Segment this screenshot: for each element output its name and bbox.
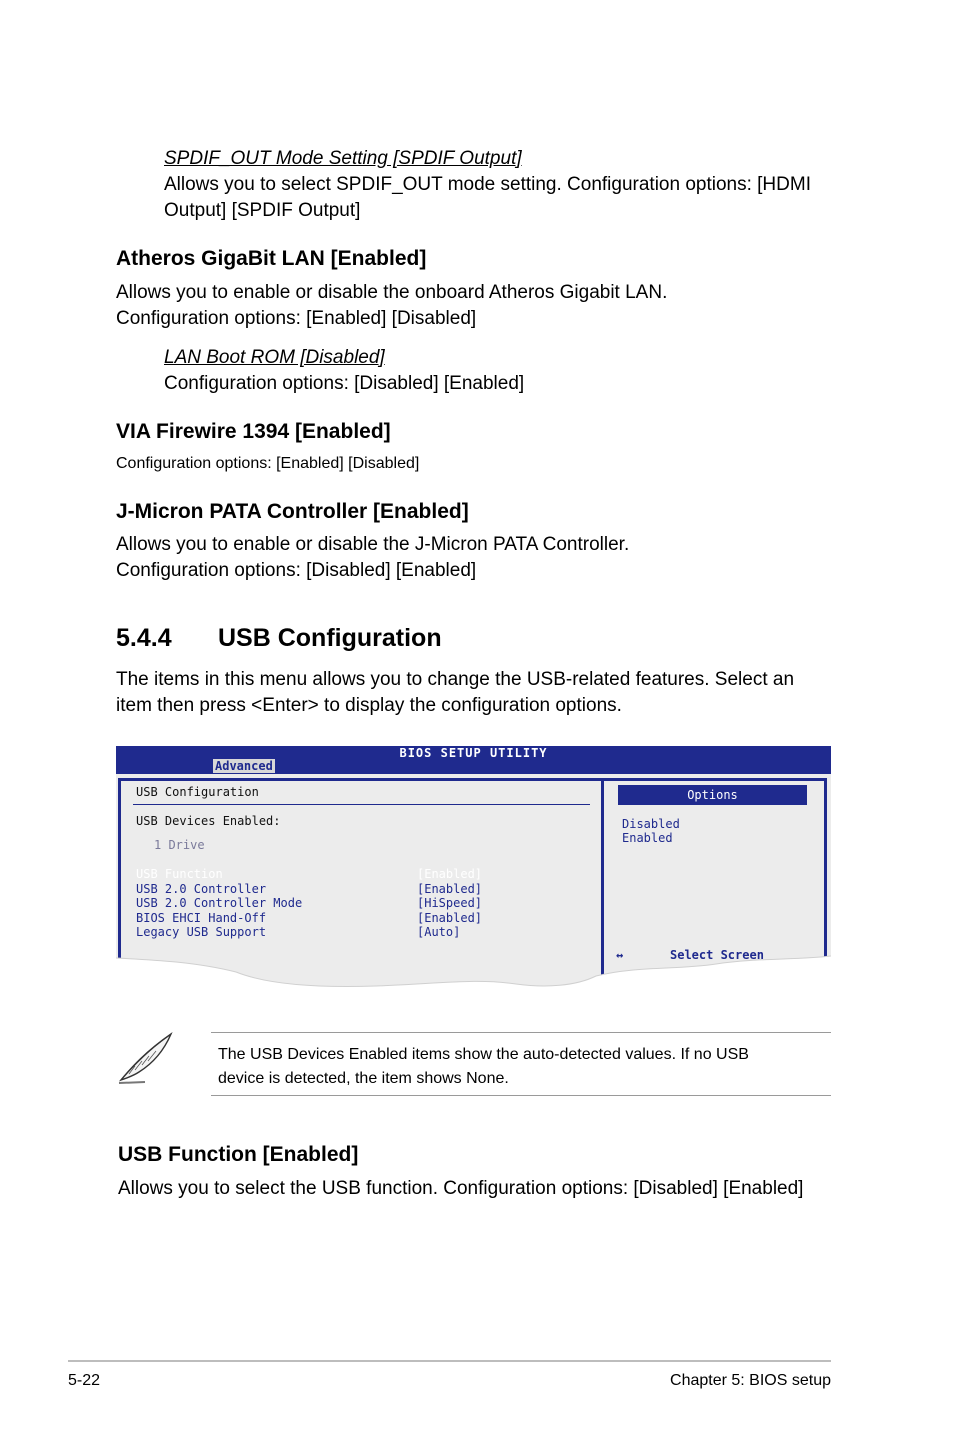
jmicron-desc-2: Configuration options: [Disabled] [Enabled] — [116, 560, 477, 581]
firewire-desc: Configuration options: [Enabled] [Disabled] — [116, 455, 420, 472]
bios-item-value[interactable]: [HiSpeed] — [417, 896, 483, 910]
bios-screenshot — [116, 746, 831, 988]
bios-item-label[interactable]: Legacy USB Support — [136, 925, 267, 939]
footer-rule — [68, 1360, 831, 1362]
torn-edge — [116, 746, 831, 988]
bios-options-header: Options — [618, 785, 807, 805]
bios-item-value[interactable]: [Enabled] — [417, 867, 483, 881]
spdif-desc-2: Output] [SPDIF Output] — [164, 200, 361, 221]
usbfunction-desc: Allows you to select the USB function. Configuration options: [Disabled] [Enabled] — [118, 1178, 804, 1199]
section-title: USB Configuration — [218, 624, 442, 652]
atheros-desc-1: Allows you to enable or disable the onboard Atheros Gigabit LAN. — [116, 282, 668, 303]
note-text-2: device is detected, the item shows None. — [218, 1070, 509, 1087]
feather-pen-icon — [115, 1030, 177, 1086]
bios-item-label[interactable]: USB Function — [136, 867, 223, 881]
bios-help-key-icon: ↔ — [616, 948, 624, 962]
firewire-heading: VIA Firewire 1394 [Enabled] — [116, 420, 391, 443]
bios-item-label[interactable]: USB 2.0 Controller — [136, 881, 267, 896]
bios-title: BIOS SETUP UTILITY — [399, 746, 548, 760]
bios-option[interactable]: Enabled — [622, 831, 673, 845]
footer-page-number: 5-22 — [68, 1372, 101, 1389]
note-bottom-rule — [211, 1095, 831, 1096]
footer-chapter: Chapter 5: BIOS setup — [670, 1372, 831, 1389]
atheros-heading: Atheros GigaBit LAN [Enabled] — [116, 247, 427, 270]
bios-tab-advanced[interactable]: Advanced — [215, 759, 273, 773]
bios-devices-value: 1 Drive — [154, 838, 205, 852]
usbconfig-desc-1: The items in this menu allows you to change the USB-related features. Select an — [116, 669, 795, 690]
bios-item-value[interactable]: [Auto] — [417, 925, 461, 939]
bios-devices-label: USB Devices Enabled: — [136, 814, 281, 828]
bios-panel-title: USB Configuration — [136, 785, 259, 799]
jmicron-heading: J-Micron PATA Controller [Enabled] — [116, 500, 469, 523]
note-text-1: The USB Devices Enabled items show the auto-detected values. If no USB — [218, 1046, 749, 1063]
bios-item-value[interactable]: [Enabled] — [417, 881, 483, 896]
atheros-desc-2: Configuration options: [Enabled] [Disabled] — [116, 308, 477, 329]
usbfunction-heading: USB Function [Enabled] — [118, 1143, 359, 1166]
bios-item-label[interactable]: USB 2.0 Controller Mode — [136, 896, 303, 910]
spdif-title: SPDIF_OUT Mode Setting [SPDIF Output] — [164, 148, 522, 169]
jmicron-desc-1: Allows you to enable or disable the J-Micron PATA Controller. — [116, 534, 630, 555]
bios-item-label[interactable]: BIOS EHCI Hand-Off — [136, 910, 267, 925]
bios-help-text: Select Screen — [670, 948, 764, 962]
spdif-desc-1: Allows you to select SPDIF_OUT mode setting. Configuration options: [HDMI — [164, 174, 811, 195]
lanboot-desc: Configuration options: [Disabled] [Enabled] — [164, 373, 525, 394]
section-number: 5.4.4 — [116, 624, 172, 652]
lanboot-title: LAN Boot ROM [Disabled] — [164, 347, 385, 368]
note-top-rule — [211, 1032, 831, 1033]
bios-item-value[interactable]: [Enabled] — [417, 910, 483, 925]
bios-option[interactable]: Disabled — [622, 817, 680, 831]
usbconfig-desc-2: item then press <Enter> to display the configuration options. — [116, 695, 622, 716]
